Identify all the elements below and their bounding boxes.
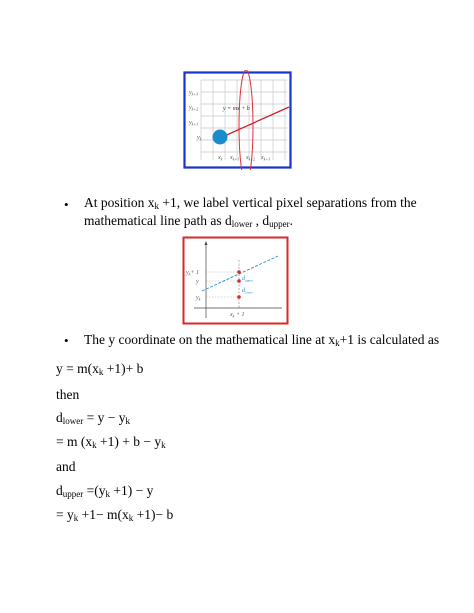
figure2-pixel-mid: [237, 279, 241, 283]
figure2-dupper-label: $d_{upper}$: [242, 276, 254, 283]
bullet-marker: •: [64, 333, 69, 348]
figure1-ylabel-1: $y_{k+2}$: [189, 105, 199, 112]
equation-dupper: $d_{upper} =(y_k +1) - y$: [56, 483, 154, 499]
bullet1-line1: At position $x_k +1$, we label vertical pixel separations from the: [84, 195, 417, 211]
figure2-ylabel-0: $y_k+ 1$: [186, 270, 200, 277]
figure1-xlabel-0: $x_k$: [218, 155, 223, 162]
figure2-pixel-lower: [237, 295, 241, 299]
figure2-ylabel-1: y: [196, 279, 199, 285]
text-then: then: [56, 387, 80, 402]
figure2-frame: [184, 238, 288, 324]
equation-dlower-expanded: = m $(x_k +1) + b - y_k$: [56, 434, 166, 450]
equation-dupper-expanded: = $y_k +1- m(x_k +1)- b$: [56, 507, 174, 523]
figure1-xlabel-3: $x_{k+3}$: [261, 155, 271, 162]
figure1-xlabel-1: $x_{k+1}$: [230, 155, 240, 162]
figure2-xlabel: $x_k + 1$: [230, 312, 245, 319]
figure1-frame: [185, 73, 291, 168]
figure2-dlower-label: $d_{lower}$: [242, 288, 253, 295]
figure1-eq-label: y = mx + b: [223, 106, 250, 112]
figure1-start-pixel: [213, 130, 228, 145]
figure-pixel-grid: [183, 70, 293, 170]
figure1-ylabel-2: $y_{k+1}$: [189, 120, 199, 127]
equation-dlower: $d_{lower} = y - y_k$: [56, 410, 130, 426]
figure1-ylabel-0: $y_{k+3}$: [189, 90, 199, 97]
bullet1-line2: mathematical line path as $d_{lower}$ , $d_{upper}$.: [84, 213, 293, 229]
figure2-pixel-upper: [237, 270, 241, 274]
equation-y: $y = m(x_k +1)+ b$: [56, 361, 144, 377]
bullet-marker: •: [64, 197, 69, 212]
figure1-xlabel-2: $x_{k+2}$: [246, 155, 256, 162]
bullet2-line: The y coordinate on the mathematical line at $x_k+1$ is calculated as: [84, 332, 440, 348]
figure1-ylabel-3: $y_k$: [197, 135, 202, 142]
figure-vertical-separation: [182, 236, 290, 326]
text-and: and: [56, 459, 76, 474]
figure2-ylabel-2: $y_k$: [196, 295, 201, 302]
